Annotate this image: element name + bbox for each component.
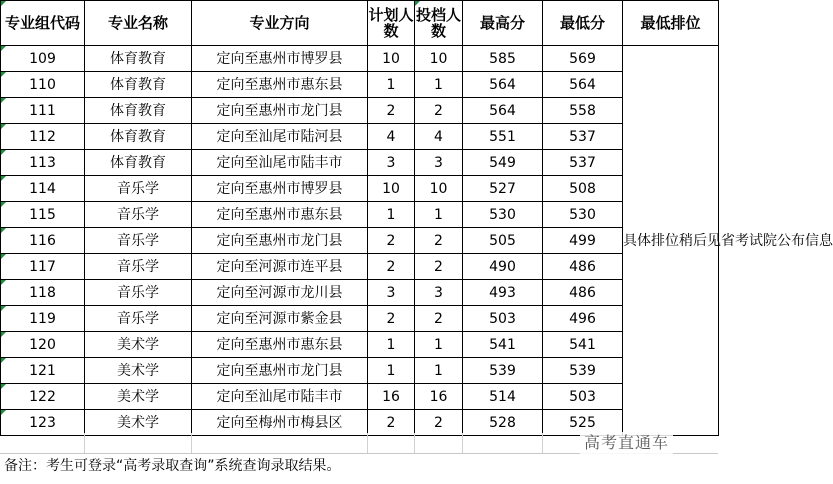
cell-lowest-score[interactable]: 569 — [543, 46, 623, 72]
cell-major-name[interactable]: 美术学 — [85, 332, 192, 358]
cell-planned-count[interactable]: 1 — [368, 202, 415, 228]
cell-admitted-count[interactable]: 4 — [415, 124, 463, 150]
header-admitted-count[interactable]: 投档人数 — [415, 1, 463, 46]
table-row — [1, 72, 719, 98]
cell-group-code[interactable]: 114 — [1, 176, 85, 202]
cell-major-direction[interactable]: 定向至河源市龙川县 — [192, 280, 368, 306]
cell-lowest-score[interactable]: 508 — [543, 176, 623, 202]
cell-lowest-score[interactable]: 525 — [543, 410, 623, 436]
cell-major-direction[interactable]: 定向至惠州市惠东县 — [192, 332, 368, 358]
column-divider — [367, 433, 368, 453]
cell-highest-score[interactable]: 490 — [463, 254, 543, 280]
cell-admitted-count[interactable]: 2 — [415, 228, 463, 254]
cell-admitted-count[interactable]: 1 — [415, 358, 463, 384]
cell-lowest-score[interactable]: 558 — [543, 98, 623, 124]
cell-highest-score[interactable]: 541 — [463, 332, 543, 358]
cell-planned-count[interactable]: 3 — [368, 280, 415, 306]
cell-major-name[interactable]: 音乐学 — [85, 306, 192, 332]
table-row — [1, 98, 719, 124]
cell-admitted-count[interactable]: 2 — [415, 98, 463, 124]
cell-group-code[interactable]: 113 — [1, 150, 85, 176]
cell-major-name[interactable]: 音乐学 — [85, 254, 192, 280]
header-lowest-score[interactable]: 最低分 — [543, 1, 623, 46]
cell-lowest-score[interactable]: 486 — [543, 254, 623, 280]
cell-group-code[interactable]: 120 — [1, 332, 85, 358]
watermark-text: 高考直通车 — [580, 432, 673, 454]
column-divider — [414, 433, 415, 453]
cell-lowest-score[interactable]: 539 — [543, 358, 623, 384]
cell-admitted-count[interactable]: 10 — [415, 46, 463, 72]
cell-planned-count[interactable]: 2 — [368, 254, 415, 280]
cell-group-code[interactable]: 109 — [1, 46, 85, 72]
header-row — [1, 1, 719, 46]
cell-highest-score[interactable]: 503 — [463, 306, 543, 332]
cell-major-name[interactable]: 音乐学 — [85, 202, 192, 228]
cell-group-code[interactable]: 111 — [1, 98, 85, 124]
cell-group-code[interactable]: 115 — [1, 202, 85, 228]
table-row — [1, 46, 719, 72]
cell-highest-score[interactable]: 539 — [463, 358, 543, 384]
table-row — [1, 280, 719, 306]
cell-planned-count[interactable]: 2 — [368, 410, 415, 436]
cell-highest-score[interactable]: 514 — [463, 384, 543, 410]
cell-planned-count[interactable]: 1 — [368, 358, 415, 384]
cell-group-code[interactable]: 110 — [1, 72, 85, 98]
cell-major-direction[interactable]: 定向至河源市紫金县 — [192, 306, 368, 332]
cell-major-direction[interactable]: 定向至惠州市博罗县 — [192, 46, 368, 72]
cell-highest-score[interactable]: 551 — [463, 124, 543, 150]
rank-note-cell[interactable]: 具体排位稍后见省考试院公布信息 — [623, 46, 719, 436]
cell-major-direction[interactable]: 定向至梅州市梅县区 — [192, 410, 368, 436]
cell-planned-count[interactable]: 16 — [368, 384, 415, 410]
cell-planned-count[interactable]: 2 — [368, 98, 415, 124]
cell-group-code[interactable]: 119 — [1, 306, 85, 332]
table-row — [1, 358, 719, 384]
table-row — [1, 306, 719, 332]
cell-major-name[interactable]: 体育教育 — [85, 98, 192, 124]
table-row — [1, 384, 719, 410]
cell-major-direction[interactable]: 定向至河源市连平县 — [192, 254, 368, 280]
cell-major-direction[interactable]: 定向至汕尾市陆河县 — [192, 124, 368, 150]
cell-admitted-count[interactable]: 1 — [415, 72, 463, 98]
table-row — [1, 150, 719, 176]
cell-lowest-score[interactable]: 499 — [543, 228, 623, 254]
table-row — [1, 124, 719, 150]
cell-major-direction[interactable]: 定向至汕尾市陆丰市 — [192, 150, 368, 176]
column-divider — [542, 433, 543, 453]
cell-lowest-score[interactable]: 530 — [543, 202, 623, 228]
cell-highest-score[interactable]: 549 — [463, 150, 543, 176]
header-group-code[interactable]: 专业组代码 — [1, 1, 85, 46]
cell-highest-score[interactable]: 530 — [463, 202, 543, 228]
cell-highest-score[interactable]: 527 — [463, 176, 543, 202]
cell-major-direction[interactable]: 定向至惠州市惠东县 — [192, 72, 368, 98]
cell-major-name[interactable]: 体育教育 — [85, 72, 192, 98]
table-row — [1, 202, 719, 228]
cell-planned-count[interactable]: 1 — [368, 72, 415, 98]
cell-planned-count[interactable]: 10 — [368, 176, 415, 202]
table-row — [1, 228, 719, 254]
cell-major-name[interactable]: 音乐学 — [85, 280, 192, 306]
header-lowest-rank[interactable]: 最低排位 — [623, 1, 719, 46]
table-row — [1, 332, 719, 358]
cell-group-code[interactable]: 123 — [1, 410, 85, 436]
cell-admitted-count[interactable]: 16 — [415, 384, 463, 410]
cell-highest-score[interactable]: 493 — [463, 280, 543, 306]
cell-major-direction[interactable]: 定向至惠州市博罗县 — [192, 176, 368, 202]
cell-major-direction[interactable]: 定向至汕尾市陆丰市 — [192, 384, 368, 410]
cell-lowest-score[interactable]: 564 — [543, 72, 623, 98]
cell-major-direction[interactable]: 定向至惠州市龙门县 — [192, 358, 368, 384]
cell-lowest-score[interactable]: 537 — [543, 124, 623, 150]
cell-group-code[interactable]: 116 — [1, 228, 85, 254]
cell-major-name[interactable]: 美术学 — [85, 384, 192, 410]
cell-lowest-score[interactable]: 503 — [543, 384, 623, 410]
cell-major-name[interactable]: 音乐学 — [85, 176, 192, 202]
cell-admitted-count[interactable]: 10 — [415, 176, 463, 202]
cell-highest-score[interactable]: 505 — [463, 228, 543, 254]
cell-planned-count[interactable]: 2 — [368, 228, 415, 254]
cell-highest-score[interactable]: 528 — [463, 410, 543, 436]
cell-lowest-score[interactable]: 541 — [543, 332, 623, 358]
cell-major-direction[interactable]: 定向至惠州市龙门县 — [192, 228, 368, 254]
cell-lowest-score[interactable]: 496 — [543, 306, 623, 332]
cell-major-name[interactable]: 体育教育 — [85, 150, 192, 176]
cell-highest-score[interactable]: 564 — [463, 72, 543, 98]
column-divider — [191, 433, 192, 453]
cell-major-name[interactable]: 体育教育 — [85, 124, 192, 150]
cell-lowest-score[interactable]: 486 — [543, 280, 623, 306]
table-row — [1, 254, 719, 280]
cell-lowest-score[interactable]: 537 — [543, 150, 623, 176]
cell-admitted-count[interactable]: 3 — [415, 280, 463, 306]
header-major-name[interactable]: 专业名称 — [85, 1, 192, 46]
cell-major-direction[interactable]: 定向至惠州市惠东县 — [192, 202, 368, 228]
cell-admitted-count[interactable]: 2 — [415, 410, 463, 436]
cell-major-name[interactable]: 体育教育 — [85, 46, 192, 72]
table-row — [1, 176, 719, 202]
cell-group-code[interactable]: 122 — [1, 384, 85, 410]
cell-highest-score[interactable]: 564 — [463, 98, 543, 124]
cell-major-name[interactable]: 美术学 — [85, 410, 192, 436]
column-divider — [462, 433, 463, 453]
cell-planned-count[interactable]: 4 — [368, 124, 415, 150]
cell-group-code[interactable]: 117 — [1, 254, 85, 280]
cell-admitted-count[interactable]: 1 — [415, 332, 463, 358]
cell-admitted-count[interactable]: 1 — [415, 202, 463, 228]
cell-planned-count[interactable]: 1 — [368, 332, 415, 358]
cell-major-name[interactable]: 美术学 — [85, 358, 192, 384]
cell-highest-score[interactable]: 585 — [463, 46, 543, 72]
cell-major-direction[interactable]: 定向至惠州市龙门县 — [192, 98, 368, 124]
header-highest-score[interactable]: 最高分 — [463, 1, 543, 46]
cell-major-name[interactable]: 音乐学 — [85, 228, 192, 254]
cell-admitted-count[interactable]: 2 — [415, 306, 463, 332]
header-major-direction[interactable]: 专业方向 — [192, 1, 368, 46]
cell-planned-count[interactable]: 3 — [368, 150, 415, 176]
cell-planned-count[interactable]: 10 — [368, 46, 415, 72]
column-divider — [84, 433, 85, 453]
cell-admitted-count[interactable]: 3 — [415, 150, 463, 176]
cell-group-code[interactable]: 112 — [1, 124, 85, 150]
footer-note[interactable]: 备注：考生可登录“高考录取查询”系统查询录取结果。 — [4, 458, 341, 474]
cell-planned-count[interactable]: 2 — [368, 306, 415, 332]
cell-group-code[interactable]: 121 — [1, 358, 85, 384]
header-planned-count[interactable]: 计划人数 — [368, 1, 415, 46]
cell-group-code[interactable]: 118 — [1, 280, 85, 306]
cell-admitted-count[interactable]: 2 — [415, 254, 463, 280]
